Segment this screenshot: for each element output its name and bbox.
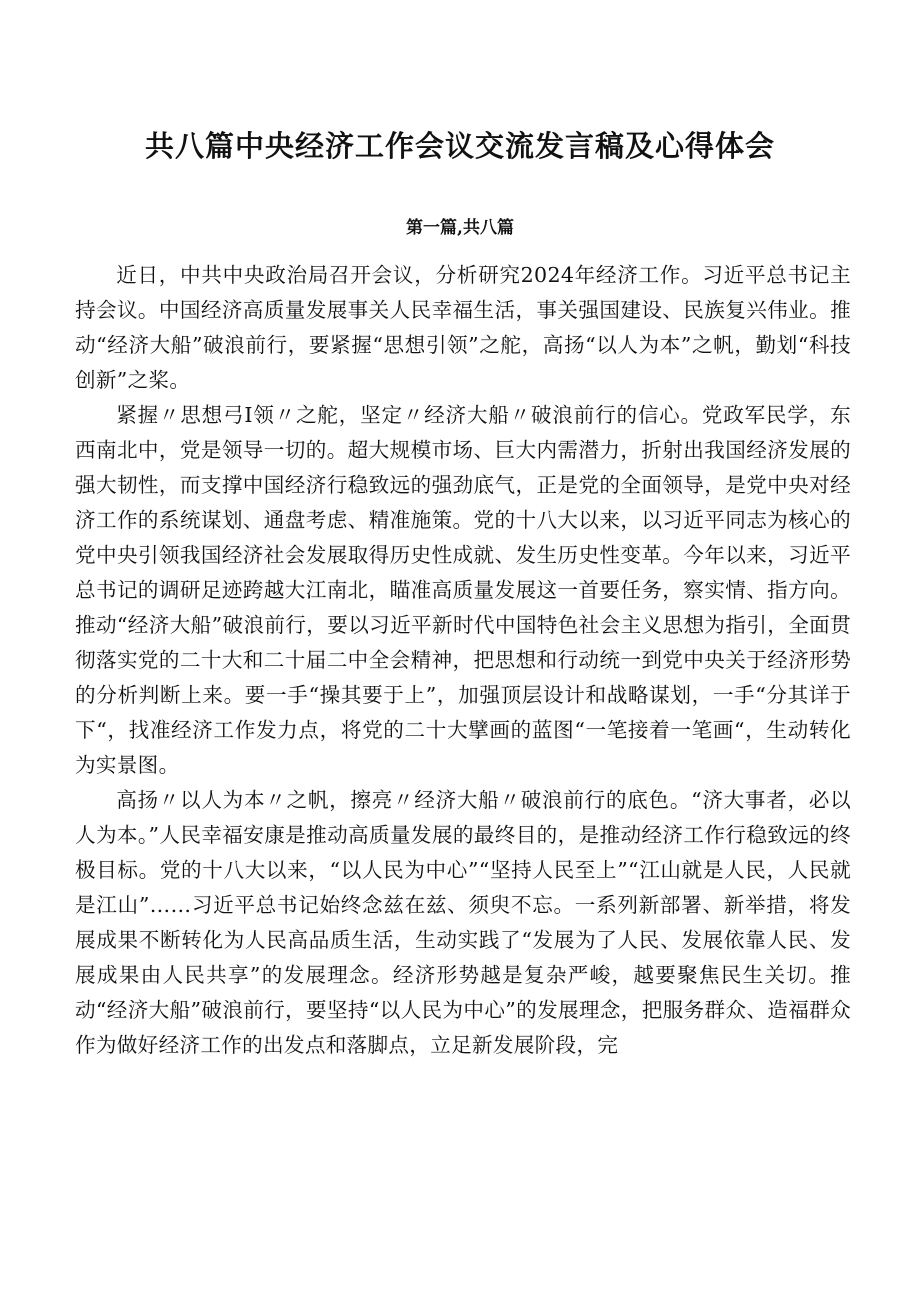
- document-body: [75, 258, 851, 1063]
- section-heading: 第一篇,共八篇: [406, 218, 514, 238]
- paragraph: 紧握〃思想弓I领〃之舵，坚定〃经济大船〃破浪前行的信心。党政军民学，东西南北中，党是领导一切的。超大规模市场、巨大内需潜力，折射出我国经济发展的强大韧性，而支撑中国经济行稳致远的强劲底气，正是党的全面领导，是党中央对经济工作的系统谋划、通盘考虑、精准施策。党的十八大以来，以习近平同志为核心的党中央引领我国经济社会发展取得历史性成就、发生历史性变革。今年以来，习近平总书记的调研足迹跨越大江南北，瞄准高质量发展这一首要任务，察实情、指方向。推动“经济大船”破浪前行，要以习近平新时代中国特色社会主义思想为指引，全面贯彻落实党的二十大和二十届二中全会精神，把思想和行动统一到党中央关于经济形势的分析判断上来。要一手“操其要于上”，加强顶层设计和战略谋划，一手“分其详于下“，找准经济工作发力点，将党的二十大擘画的蓝图“一笔接着一笔画“，生动转化为实景图。: [75, 403, 851, 777]
- document-title: 共八篇中央经济工作会议交流发言稿及心得体会: [144, 129, 775, 163]
- paragraph: 高扬〃以人为本〃之帆，擦亮〃经济大船〃破浪前行的底色。“济大事者，必以人为本。”人民幸福安康是推动高质量发展的最终目的，是推动经济工作行稳致远的终极目标。党的十八大以来，“以人民为中心”“坚持人民至上”“江山就是人民，人民就是江山”……习近平总书记始终念兹在兹、须臾不忘。一系列新部署、新举措，将发展成果不断转化为人民高品质生活，生动实践了“发展为了人民、发展依靠人民、发展成果由人民共享”的发展理念。经济形势越是复杂严峻，越要聚焦民生关切。推动“经济大船”破浪前行，要坚持“以人民为中心”的发展理念，把服务群众、造福群众作为做好经济工作的出发点和落脚点，立足新发展阶段，完: [75, 788, 851, 1057]
- paragraph: 近日，中共中央政治局召开会议，分析研究2024年经济工作。习近平总书记主持会议。中国经济高质量发展事关人民幸福生活，事关强国建设、民族复兴伟业。推动“经济大船”破浪前行，要紧握“思想引领”之舵，高扬“以人为本”之帆，勤划“科技创新”之桨。: [75, 263, 851, 392]
